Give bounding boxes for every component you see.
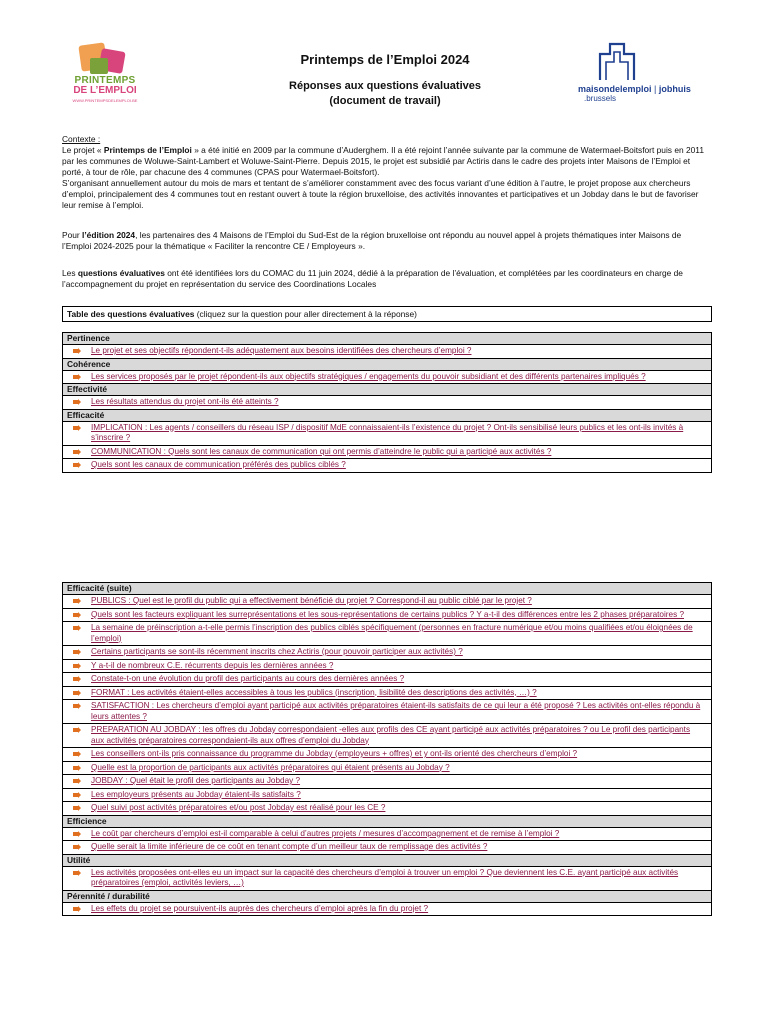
arrow-bullet-icon bbox=[73, 778, 81, 784]
question-link[interactable]: Les services proposés par le projet répondent-ils aux objectifs stratégiques / engagements du pouvoir subsidiant et des différents partenaires impliqués ? bbox=[91, 371, 646, 381]
question-row bbox=[63, 748, 711, 762]
section-header: Utilité bbox=[63, 855, 711, 867]
section-header: Efficacité (suite) bbox=[63, 583, 711, 595]
question-link[interactable]: Les résultats attendus du projet ont-ils été atteints ? bbox=[91, 397, 279, 406]
section-header: Efficience bbox=[63, 816, 711, 828]
document-subtitle: Réponses aux questions évaluatives bbox=[289, 80, 481, 92]
logo-text-line1: PRINTEMPS bbox=[74, 75, 136, 86]
question-row bbox=[63, 762, 711, 776]
question-link[interactable]: La semaine de préinscription a-t-elle permis l’inscription des publics ciblés spécifiquement (personnes en fracture numérique et/ou moins qualifiées et/ou éloignées de l’emploi) bbox=[91, 623, 693, 643]
question-row bbox=[63, 828, 711, 842]
question-row bbox=[63, 609, 711, 623]
question-row bbox=[63, 660, 711, 674]
context-label: Contexte : bbox=[62, 134, 101, 144]
arrow-bullet-icon bbox=[73, 805, 81, 811]
logo-text-line2: DE L’EMPLOI bbox=[73, 85, 137, 96]
question-link[interactable]: Certains participants se sont-ils récemment inscrits chez Actiris (pour pouvoir participer aux activités) ? bbox=[91, 647, 463, 656]
questions-table-2 bbox=[62, 582, 712, 916]
question-row bbox=[63, 345, 711, 359]
question-link[interactable]: Le coût par chercheurs d’emploi est-il comparable à celui d’autres projets / mesures d’accompagnement et de remise à l’emploi ? bbox=[91, 828, 560, 838]
arrow-bullet-icon bbox=[73, 649, 81, 655]
question-row bbox=[63, 673, 711, 687]
arrow-bullet-icon bbox=[73, 703, 81, 709]
question-link[interactable]: Y a-t-il de nombreux C.E. récurrents depuis les dernières années ? bbox=[91, 660, 334, 670]
arrow-bullet-icon bbox=[73, 598, 81, 604]
question-link[interactable]: Les effets du projet se poursuivent-ils auprès des chercheurs d’emploi après la fin du projet ? bbox=[91, 903, 429, 913]
question-row bbox=[63, 371, 711, 385]
arrow-bullet-icon bbox=[73, 374, 81, 380]
arrow-bullet-icon bbox=[73, 690, 81, 696]
question-row bbox=[63, 446, 711, 460]
section-header: Cohérence bbox=[63, 359, 711, 371]
maisondelemploi-logo bbox=[578, 40, 708, 103]
logo-brand bbox=[578, 84, 691, 94]
arrow-bullet-icon bbox=[73, 727, 81, 733]
edition-paragraph bbox=[62, 230, 710, 252]
toc-instruction: (cliquez sur la question pour aller directement à la réponse) bbox=[194, 309, 417, 319]
arrow-bullet-icon bbox=[73, 348, 81, 354]
edition-label: l’édition 2024 bbox=[82, 230, 136, 240]
question-link[interactable]: Constate-t-on une évolution du profil des participants au cours des dernières années ? bbox=[91, 674, 405, 683]
question-link[interactable]: FORMAT : Les activités étaient-elles accessibles à tous les publics (inscription, lisibilité des descriptions des activités, …) ? bbox=[91, 687, 537, 697]
text-run: ont été identifiées lors du COMAC du 11 juin 2024, dédié à la préparation de l’évaluation, et complétées par les coordinateurs en charge de l’accompagnement du projet en représentation du service des Coordinations Locales bbox=[62, 268, 683, 289]
toc-title: Table des questions évaluatives bbox=[67, 309, 195, 319]
shopping-bag-icon bbox=[90, 58, 108, 74]
logo-brand-fr: maisondelemploi bbox=[578, 84, 652, 94]
question-row bbox=[63, 646, 711, 660]
arrow-bullet-icon bbox=[73, 425, 81, 431]
arrow-bullet-icon bbox=[73, 449, 81, 455]
question-row bbox=[63, 422, 711, 446]
text-run: » a été initié en 2009 par la commune d’Auderghem. Il a été rejoint l’année suivante par la commune de Watermael-Boitsfort puis en 2011 par les communes de Woluwe-Saint-Lambert et Woluwe-Saint-Pierre. Depuis 2015, le projet est subsidié par Actiris dans le cadre des projets inter Maisons de l’Emploi et porté, à tour de rôle, par chacune des 4 communes (CPAS pour Watermael-Boitsfort). bbox=[62, 145, 704, 177]
question-row bbox=[63, 789, 711, 803]
arrow-bullet-icon bbox=[73, 870, 81, 876]
context-paragraph-1 bbox=[62, 145, 710, 178]
arrow-bullet-icon bbox=[73, 625, 81, 631]
context-paragraph-2: S’organisant annuellement autour du mois de mars et tentant de s’améliorer constamment avec des focus variant d’une édition à l’autre, le projet propose aux chercheurs d’emploi, principalement des 4 communes tout en restant ouvert à toute la région bruxelloise, des activités innovantes et participatives et un Jobday dans le but de favoriser leur remise à l’emploi. bbox=[62, 178, 699, 210]
arrow-bullet-icon bbox=[73, 792, 81, 798]
section-header: Pérennité / durabilité bbox=[63, 891, 711, 903]
question-link[interactable]: Quels sont les facteurs expliquant les surreprésentations et les sous-représentations de certains publics ? Y a-t-il des différences entre les 2 phases préparatoires ? bbox=[91, 609, 685, 619]
question-link[interactable]: Quelle est la proportion de participants aux activités préparatoires qui étaient présents au Jobday ? bbox=[91, 762, 450, 772]
section-header: Efficacité bbox=[63, 410, 711, 422]
arrow-bullet-icon bbox=[73, 612, 81, 618]
logo-url: WWW.PRINTEMPSDELEMPLOI.BE bbox=[72, 98, 138, 103]
arrow-bullet-icon bbox=[73, 844, 81, 850]
question-link[interactable]: Les activités proposées ont-elles eu un impact sur la capacité des chercheurs d’emploi à trouver un emploi ? Que deviennent les C.E. ayant participé aux activités préparatoires (emploi, activités leviers, …) bbox=[91, 867, 679, 887]
question-link[interactable]: Les conseillers ont-ils pris connaissance du programme du Jobday (employeurs + offres) et y ont-ils orienté des chercheurs d’emploi ? bbox=[91, 749, 578, 758]
section-header: Pertinence bbox=[63, 333, 711, 345]
question-row bbox=[63, 687, 711, 701]
text-run: Le projet « bbox=[62, 145, 104, 155]
question-row bbox=[63, 724, 711, 748]
text-run: Les bbox=[62, 268, 78, 278]
question-row bbox=[63, 841, 711, 855]
question-link[interactable]: Quelle serait la limite inférieure de ce coût en tenant compte d’un meilleur taux de remplissage des activités ? bbox=[91, 842, 488, 851]
house-icon bbox=[596, 40, 638, 82]
printemps-logo bbox=[70, 40, 140, 106]
question-row bbox=[63, 802, 711, 816]
questions-table-1 bbox=[62, 332, 712, 473]
document-subtitle-note: (document de travail) bbox=[329, 95, 441, 107]
question-link[interactable]: COMMUNICATION : Quels sont les canaux de communication qui ont permis d’atteindre le public qui a participé aux activités ? bbox=[91, 446, 552, 456]
context-block bbox=[62, 134, 710, 211]
toc-title-box bbox=[62, 306, 712, 322]
question-row bbox=[63, 622, 711, 646]
arrow-bullet-icon bbox=[73, 831, 81, 837]
logo-brand-nl: jobhuis bbox=[658, 84, 691, 94]
arrow-bullet-icon bbox=[73, 765, 81, 771]
question-link[interactable]: PREPARATION AU JOBDAY : les offres du Jobday correspondaient -elles aux profils des CE ayant participé aux activités préparatoires ? ou Le profil des participants aux activités préparatoires correspondaient-ils aux offres d’emploi du Jobday bbox=[91, 725, 691, 745]
question-row bbox=[63, 459, 711, 473]
questions-label: questions évaluatives bbox=[77, 268, 165, 278]
arrow-bullet-icon bbox=[73, 663, 81, 669]
document-title: Printemps de l’Emploi 2024 bbox=[300, 52, 470, 67]
question-link[interactable]: Le projet et ses objectifs répondent-t-ils adéquatement aux besoins identifiées des chercheurs d’emploi ? bbox=[91, 346, 472, 355]
question-link[interactable]: PUBLICS : Quel est le profil du public qui a effectivement bénéficié du projet ? Correspond-il au public ciblé par le projet ? bbox=[91, 596, 532, 605]
arrow-bullet-icon bbox=[73, 399, 81, 405]
logo-brand-domain: .brussels bbox=[584, 94, 617, 103]
logo-brand-separator: | bbox=[651, 84, 659, 94]
question-row bbox=[63, 903, 711, 917]
project-name: Printemps de l’Emploi bbox=[103, 145, 192, 155]
question-link[interactable]: Quels sont les canaux de communication préférés des publics ciblés ? bbox=[91, 460, 346, 469]
question-row bbox=[63, 700, 711, 724]
question-link[interactable]: JOBDAY : Quel était le profil des participants au Jobday ? bbox=[91, 776, 301, 785]
question-row bbox=[63, 867, 711, 891]
question-link[interactable]: Les employeurs présents au Jobday étaient-ils satisfaits ? bbox=[91, 789, 301, 799]
question-row bbox=[63, 775, 711, 789]
question-row bbox=[63, 396, 711, 410]
question-link[interactable]: SATISFACTION : Les chercheurs d’emploi ayant participé aux activités préparatoires étaient-ils satisfaits de ce qui leur a été proposé ? Les activités ont-elles répondu à leurs attentes ? bbox=[91, 701, 701, 721]
question-link[interactable]: IMPLICATION : Les agents / conseillers du réseau ISP / dispositif MdE connaissaient-ils l’existence du projet ? Ont-ils sensibilisé leurs publics et les ont-ils invités à s’inscrire ? bbox=[91, 422, 684, 442]
section-header: Effectivité bbox=[63, 384, 711, 396]
arrow-bullet-icon bbox=[73, 751, 81, 757]
question-link[interactable]: Quel suivi post activités préparatoires et/ou post Jobday est réalisé pour les CE ? bbox=[91, 803, 386, 812]
arrow-bullet-icon bbox=[73, 906, 81, 912]
questions-paragraph bbox=[62, 268, 710, 290]
text-run: , les partenaires des 4 Maisons de l’Emploi du Sud-Est de la région bruxelloise ont répondu au nouvel appel à projets thématiques inter Maisons de l’Emploi 2024-2025 pour la thématique « Faciliter la rencontre CE / Employeurs ». bbox=[62, 230, 682, 251]
question-row bbox=[63, 595, 711, 609]
arrow-bullet-icon bbox=[73, 676, 81, 682]
arrow-bullet-icon bbox=[73, 462, 81, 468]
text-run: Pour bbox=[62, 230, 83, 240]
